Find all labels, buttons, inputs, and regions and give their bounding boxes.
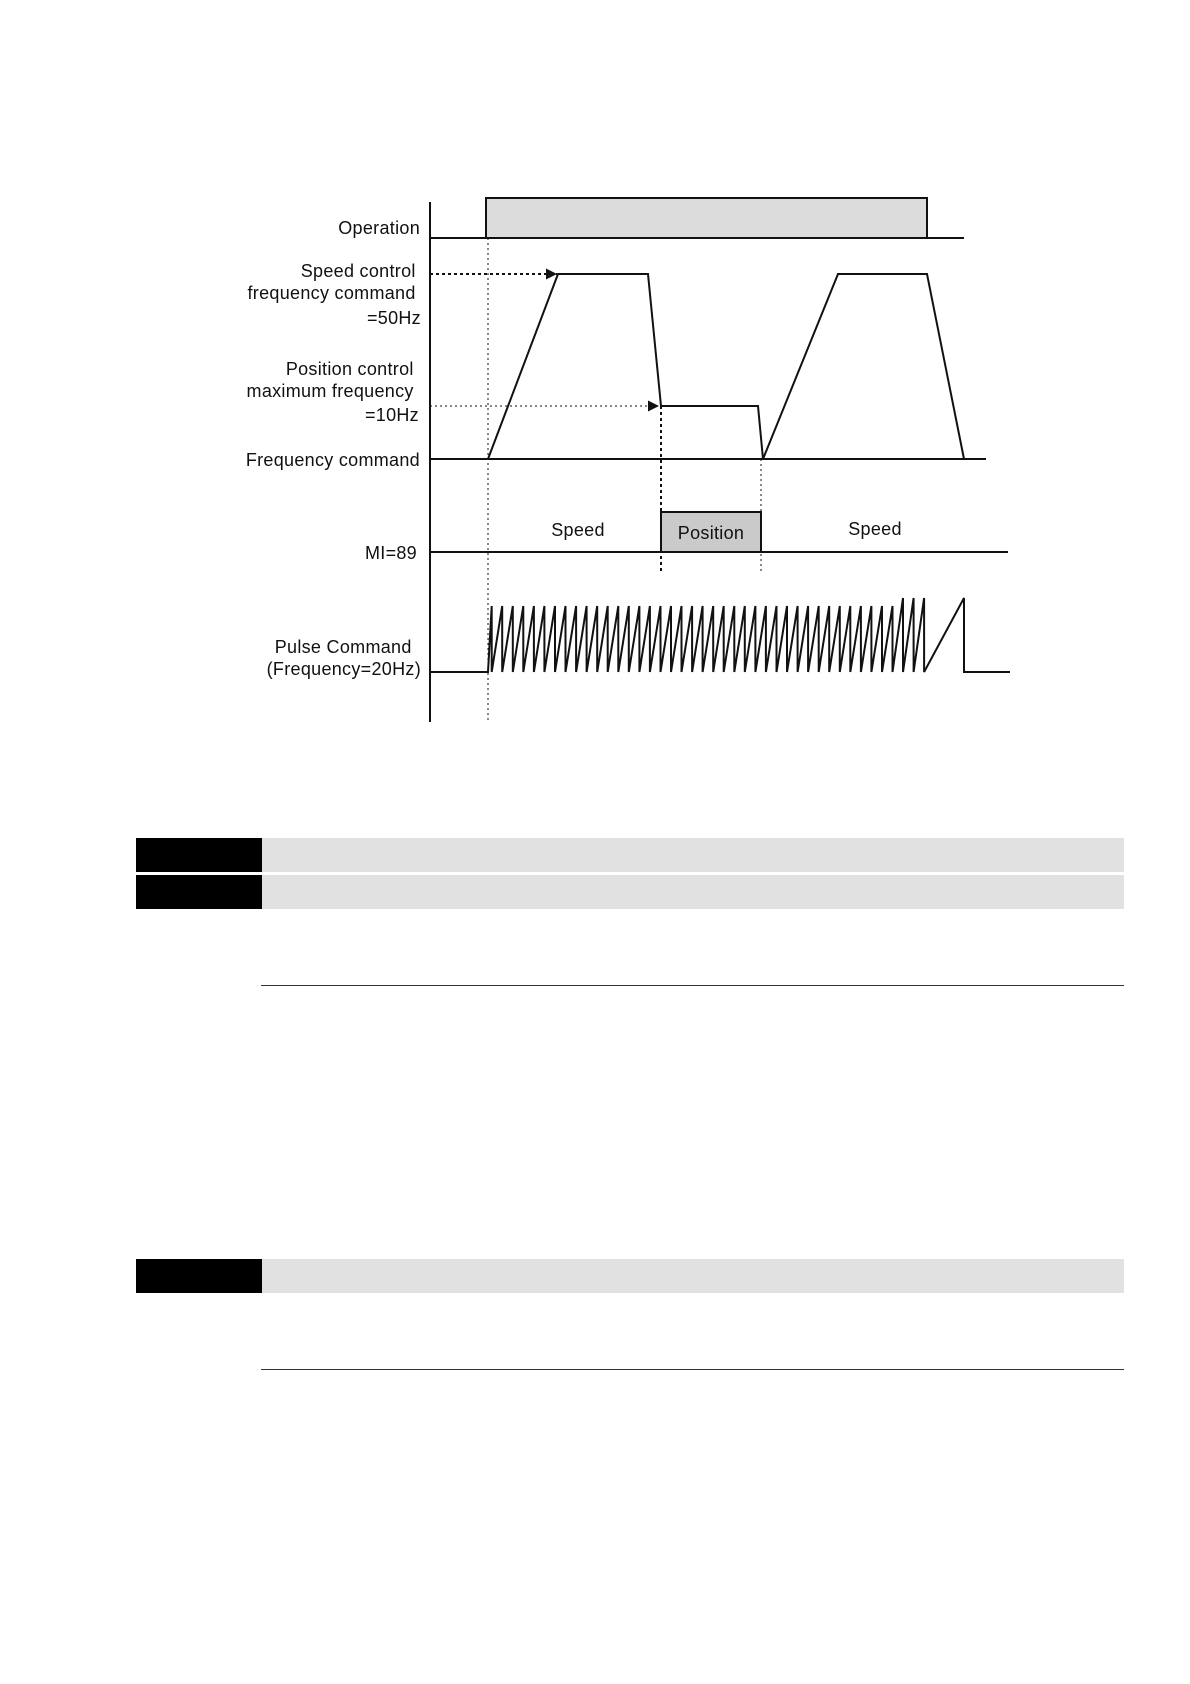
parameter-title-strip <box>262 875 1124 909</box>
parameter-heading-bar-2 <box>136 875 1124 909</box>
parameter-heading-bar-1 <box>136 838 1124 872</box>
parameter-code-block <box>136 1259 262 1293</box>
parameter-title-strip <box>262 838 1124 872</box>
frequency-waveform <box>488 274 964 459</box>
position-mode-label: Position <box>677 523 745 543</box>
speed-mode-label-1: Speed <box>551 520 605 540</box>
timing-diagram <box>0 0 1190 760</box>
operation-pulse <box>486 198 927 238</box>
pulse-waveform <box>430 598 1010 672</box>
pulse-command-label: Pulse Command (Frequency=20Hz) <box>266 637 421 679</box>
parameter-code-block <box>136 838 262 872</box>
operation-label: Operation <box>338 218 420 238</box>
parameter-title-strip <box>262 1259 1124 1293</box>
frequency-command-label: Frequency command <box>245 450 420 470</box>
position-max-label: Position control maximum frequency =10Hz <box>246 359 419 425</box>
parameter-heading-bar-3 <box>136 1259 1124 1293</box>
parameter-code-block <box>136 875 262 909</box>
parameter-settings-rule-2 <box>261 1369 1124 1370</box>
parameter-settings-rule-1 <box>261 985 1124 986</box>
mi-label: MI=89 <box>364 543 417 563</box>
speed-command-label: Speed control frequency command =50Hz <box>247 261 421 328</box>
speed-mode-label-2: Speed <box>848 519 902 539</box>
